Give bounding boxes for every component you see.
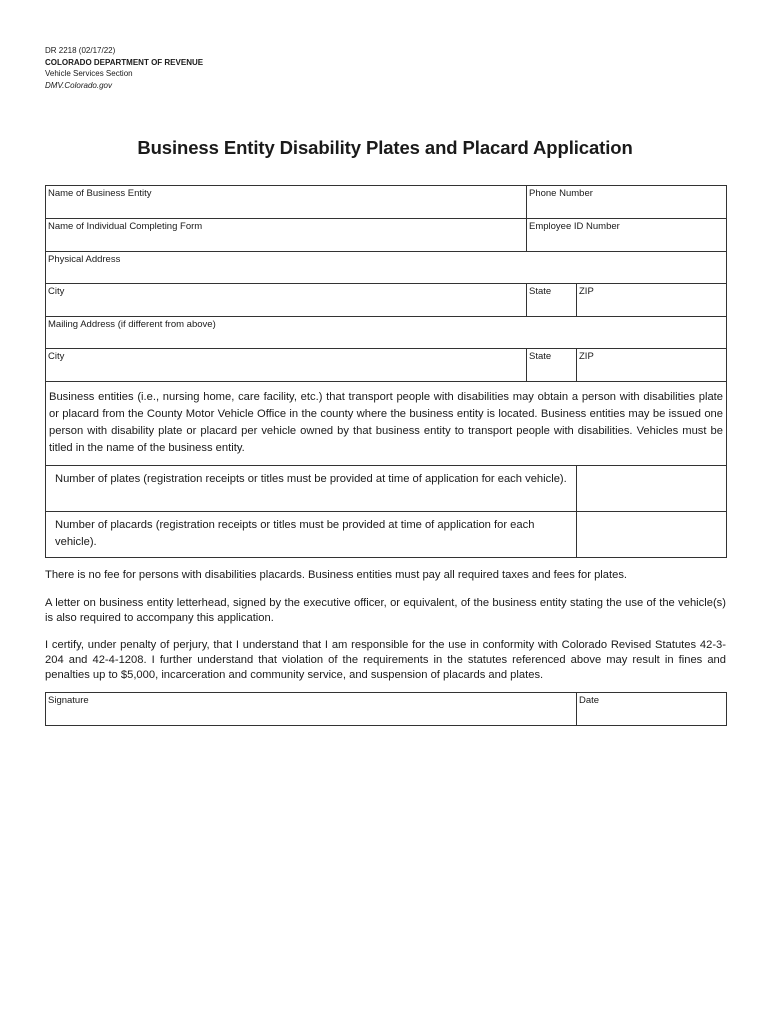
mailing-address-field[interactable] xyxy=(46,317,727,349)
notice-text: Business entities (i.e., nursing home, care facility, etc.) that transport people with disabilities may obtain a person with disabilities plate or placard from the County Motor Vehicle Office in the county where the business entity is located. Business entities may be issued one person with disability plate or placard per vehicle owned by that business entity to transport people with disabilities. Vehicles must be titled in the name of the business entity. xyxy=(46,382,727,466)
city-field-1[interactable] xyxy=(46,284,527,317)
fee-paragraph: There is no fee for persons with disabilities placards. Business entities must pay all required taxes and fees for plates. xyxy=(45,569,628,581)
letter-paragraph: A letter on business entity letterhead, signed by the executive officer, or equivalent, of the business entity stating the use of the vehicle(s) is also required to accompany this application. xyxy=(45,597,726,624)
physical-address-field[interactable] xyxy=(46,252,727,284)
zip-field-2[interactable] xyxy=(577,349,727,382)
plates-label: Number of plates (registration receipts or titles must be provided at time of application for each vehicle). xyxy=(46,466,577,512)
phone-number-field[interactable] xyxy=(527,186,727,219)
mailing-address-label: Mailing Address (if different from above) xyxy=(48,319,216,330)
placards-count-input[interactable] xyxy=(577,512,727,558)
signature-table xyxy=(45,692,727,726)
individual-name-label: Name of Individual Completing Form xyxy=(48,221,203,232)
business-entity-name-label: Name of Business Entity xyxy=(48,188,152,199)
page-title: Business Entity Disability Plates and Placard Application xyxy=(137,137,633,158)
individual-name-field[interactable] xyxy=(46,219,527,252)
employee-id-field[interactable] xyxy=(527,219,727,252)
signature-field[interactable] xyxy=(46,693,577,726)
city-field-2[interactable] xyxy=(46,349,527,382)
application-form-table xyxy=(45,185,727,558)
date-field[interactable] xyxy=(577,693,727,726)
certification-paragraph: I certify, under penalty of perjury, that I understand that I am responsible for the use in conformity with Colorado Revised Statutes 42-3-204 and 42-4-1208. I further understand that violation of the requirements in the statutes referenced above may result in fines and penalties up to $5,000, incarceration and community service, and suspension of placards and plates. xyxy=(45,639,726,681)
zip-label-2: ZIP xyxy=(579,351,594,362)
department-name: COLORADO DEPARTMENT OF REVENUE xyxy=(45,57,204,67)
section-name: Vehicle Services Section xyxy=(45,69,133,78)
website-text: DMV.Colorado.gov xyxy=(45,80,112,90)
state-field-1[interactable] xyxy=(527,284,577,317)
state-label-2: State xyxy=(529,351,552,362)
placards-label: Number of placards (registration receipts or titles must be provided at time of application for each vehicle). xyxy=(46,512,577,558)
physical-address-label: Physical Address xyxy=(48,254,121,265)
signature-label: Signature xyxy=(48,695,89,706)
state-label-1: State xyxy=(529,286,552,297)
state-field-2[interactable] xyxy=(527,349,577,382)
form-number: DR 2218 (02/17/22) xyxy=(45,46,116,55)
date-label: Date xyxy=(579,695,600,706)
form-header xyxy=(45,45,203,91)
city-label-2: City xyxy=(48,351,65,362)
zip-field-1[interactable] xyxy=(577,284,727,317)
plates-count-input[interactable] xyxy=(577,466,727,512)
phone-number-label: Phone Number xyxy=(529,188,593,199)
zip-label-1: ZIP xyxy=(579,286,594,297)
business-entity-name-field[interactable] xyxy=(46,186,527,219)
city-label-1: City xyxy=(48,286,65,297)
employee-id-label: Employee ID Number xyxy=(529,221,620,232)
